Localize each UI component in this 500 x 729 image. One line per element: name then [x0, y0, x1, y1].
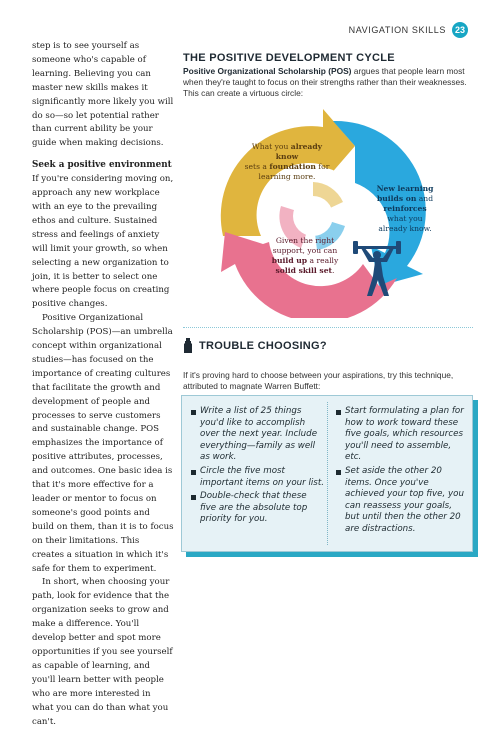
trouble-title: TROUBLE CHOOSING? [199, 339, 327, 352]
body-paragraph: step is to see yourself as someone who's capable of learning. Believing you can master new skills makes it significantly more likely you will do so—so let potential rather than current ability be your guide when making decisions. [32, 41, 174, 149]
section-divider [183, 327, 473, 328]
section-heading: Seek a positive environment [32, 160, 172, 171]
note-item: Start formulating a plan for how to work toward these five goals, which resources you'll need to assemble, etc. [335, 406, 469, 464]
note-card [181, 395, 473, 552]
note-divider [327, 402, 328, 545]
note-item: Write a list of 25 things you'd like to accomplish over the next year. Include everything—family as well as work. [190, 406, 324, 464]
body-paragraph: If you're considering moving on, approach any new workplace with an eye to the prevailing ethos and culture. Sustained stress and feelings of anxiety will limit your growth, so when selecting a new organization to join, it is better to select one where people focus on creating positive changes. [32, 174, 174, 310]
segment-yellow-text: What you already know sets a foundation for learning more. [244, 142, 330, 181]
note-left-column [190, 406, 324, 528]
cycle-intro [183, 66, 473, 98]
positive-development-cycle-diagram [183, 98, 473, 318]
left-column [32, 40, 174, 729]
page-number-badge: 23 [452, 22, 468, 38]
body-paragraph: In short, when choosing your path, look for evidence that the organization seeks to grow and make a difference. You'll develop better and spot more opportunities if you see yourself as capable of learning, and you'll learn better with people who are more interested in what you can do than what you can't. [32, 577, 173, 727]
note-item: Circle the five most important items on your list. [190, 466, 324, 489]
cycle-title: THE POSITIVE DEVELOPMENT CYCLE [183, 52, 395, 64]
segment-blue-text: New learning builds on and reinforces what you already know. [376, 184, 434, 233]
body-paragraph: Positive Organizational Scholarship (POS)—an umbrella concept within organizational studies—has focused on the importance of creating cultures that facilitate the growth and development of people and processes to serve customers and sustainable change. POS emphasizes the importance of positive attributes, processes, and outcomes. One basic idea is that it's more effective for a leader or mentor to focus on someone's good points and build on them, than it is to focus on their limitations. This creates a situation in which it's safe for them to experiment. [32, 313, 174, 574]
note-right-column [335, 406, 469, 538]
note-item: Double-check that these five are the absolute top priority for you. [190, 491, 324, 526]
trouble-intro: If it's proving hard to choose between your aspirations, try this technique, attributed to magnate Warren Buffett: [183, 370, 454, 391]
cycle-intro-text: argues that people learn most when they're taught to focus on their strengths rather than their weaknesses. This can create a virtuous circle: [183, 66, 467, 98]
flask-icon [183, 338, 193, 353]
section-title: NAVIGATION SKILLS [348, 25, 446, 35]
note-item: Set aside the other 20 items. Once you've achieved your top five, you can reassess your goals, but until then the other 20 are distractions. [335, 466, 469, 536]
segment-pink-text: Given the right support, you can build up a really solid skill set. [271, 236, 339, 275]
cycle-intro-bold: Positive Organizational Scholarship (POS) [183, 66, 352, 76]
trouble-heading-row [183, 338, 327, 353]
page-header [349, 22, 468, 38]
